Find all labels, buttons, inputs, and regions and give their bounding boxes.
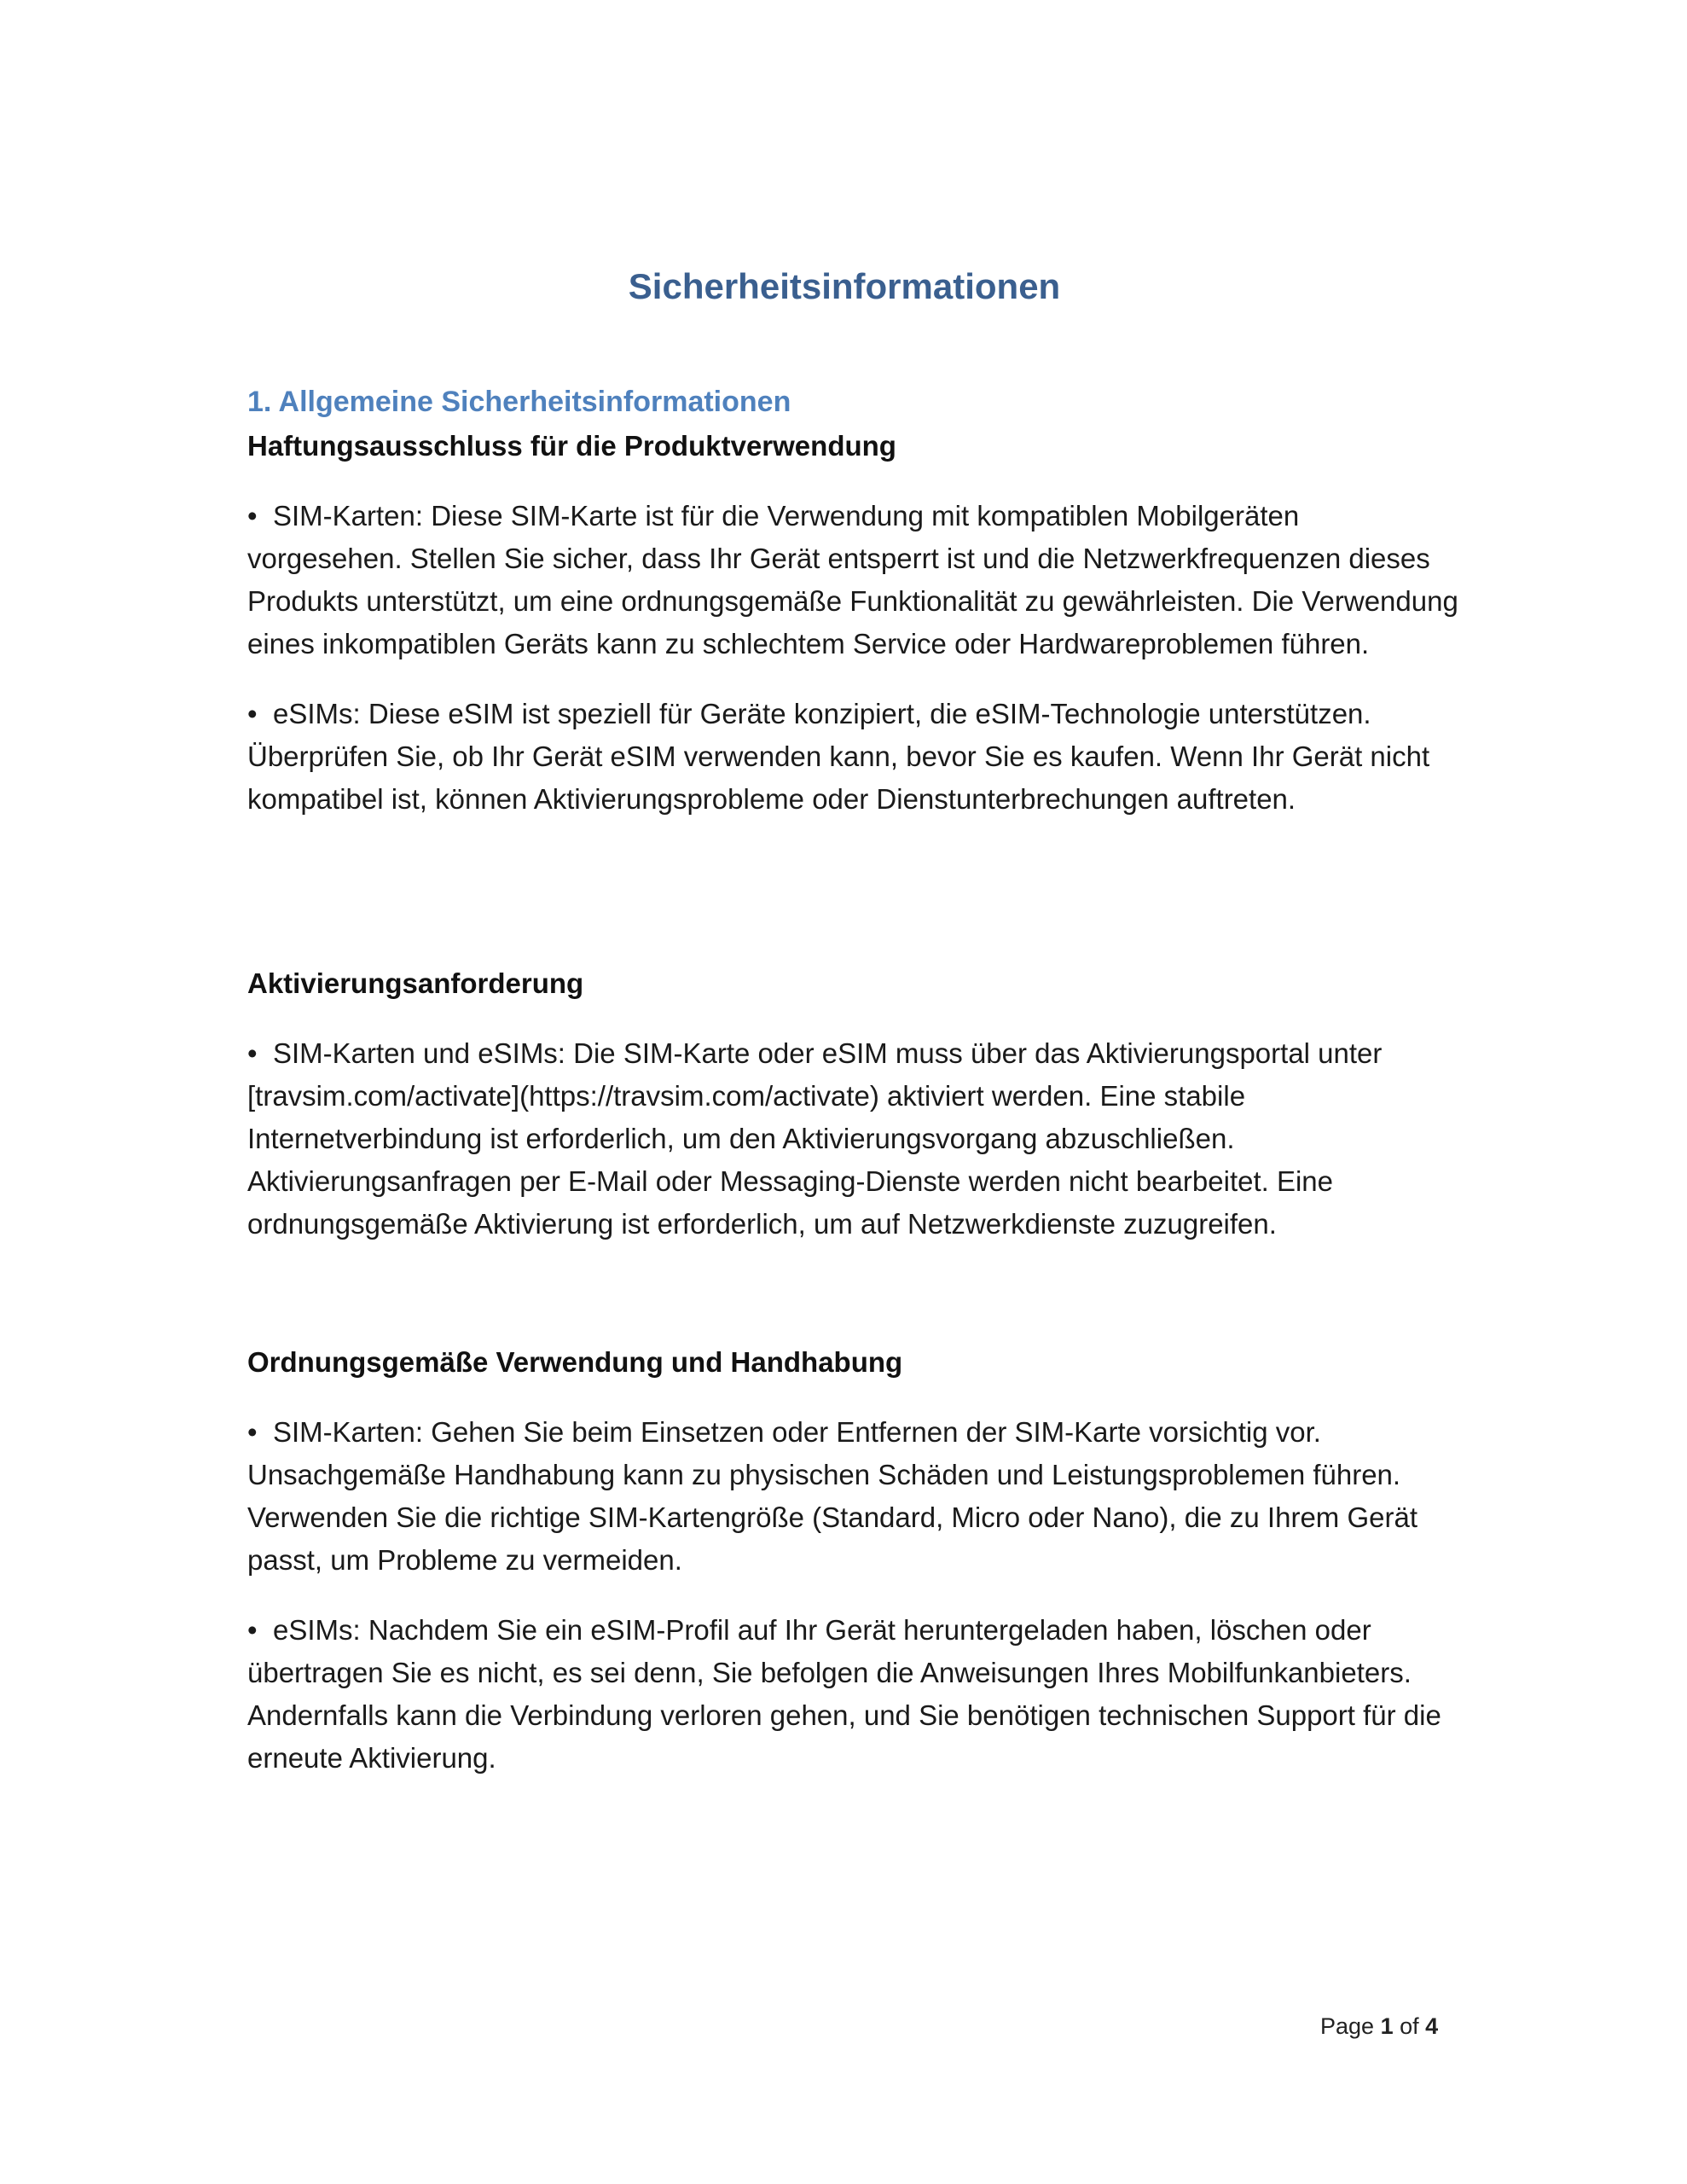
bullet-icon: • (247, 1416, 258, 1448)
page-separator: of (1400, 2013, 1419, 2039)
section-heading: 1. Allgemeine Sicherheitsinformationen (247, 386, 791, 418)
section-block-disclaimer (247, 425, 1458, 821)
bullet-paragraph (247, 495, 1458, 665)
subheading-activation: Aktivierungsanforderung (247, 967, 584, 999)
page-label: Page (1320, 2013, 1375, 2039)
paragraph-text: eSIMs: Nachdem Sie ein eSIM-Profil auf Ihr Gerät heruntergeladen haben, löschen oder übertragen Sie es nicht, es sei denn, Sie befolgen die Anweisungen Ihres Mobilfunkanbieters. Andernfalls kann die Verbindung verloren gehen, und Sie benötigen technischen Support für die erneute Aktivierung. (247, 1614, 1441, 1774)
current-page: 1 (1380, 2013, 1394, 2039)
bullet-paragraph (247, 1032, 1458, 1246)
bullet-icon: • (247, 1037, 258, 1069)
bullet-icon: • (247, 1614, 258, 1646)
page-number (1320, 2013, 1438, 2040)
bullet-icon: • (247, 698, 258, 729)
total-pages: 4 (1425, 2013, 1439, 2039)
paragraph-text: SIM-Karten: Diese SIM-Karte ist für die Verwendung mit kompatiblen Mobilgeräten vorgesehen. Stellen Sie sicher, dass Ihr Gerät entsperrt ist und die Netzwerkfrequenzen dieses Produkts unterstützt, um eine ordnungsgemäße Funktionalität zu gewährleisten. Die Verwendung eines inkompatiblen Geräts kann zu schlechtem Service oder Hardwareproblemen führen. (247, 500, 1458, 659)
section-block-activation (247, 962, 1458, 1246)
subheading-disclaimer: Haftungsausschluss für die Produktverwendung (247, 430, 896, 462)
subheading-handling: Ordnungsgemäße Verwendung und Handhabung (247, 1346, 903, 1378)
bullet-paragraph (247, 1609, 1458, 1780)
paragraph-text: eSIMs: Diese eSIM ist speziell für Geräte konzipiert, die eSIM-Technologie unterstützen. Überprüfen Sie, ob Ihr Gerät eSIM verwenden kann, bevor Sie es kaufen. Wenn Ihr Gerät nicht kompatibel ist, können Aktivierungsprobleme oder Dienstunterbrechungen auftreten. (247, 698, 1430, 815)
bullet-paragraph (247, 693, 1458, 821)
paragraph-text: SIM-Karten: Gehen Sie beim Einsetzen oder Entfernen der SIM-Karte vorsichtig vor. Unsachgemäße Handhabung kann zu physischen Schäden und Leistungsproblemen führen. Verwenden Sie die richtige SIM-Kartengröße (Standard, Micro oder Nano), die zu Ihrem Gerät passt, um Probleme zu vermeiden. (247, 1416, 1417, 1576)
bullet-paragraph (247, 1411, 1458, 1582)
section-block-handling (247, 1341, 1458, 1780)
page-title: Sicherheitsinformationen (628, 266, 1061, 306)
paragraph-text: SIM-Karten und eSIMs: Die SIM-Karte oder eSIM muss über das Aktivierungsportal unter [travsim.com/activate](https://travsim.com/activate) aktiviert werden. Eine stabile Internetverbindung ist erforderlich, um den Aktivierungsvorgang abzuschließen. Aktivierungsanfragen per E-Mail oder Messaging-Dienste werden nicht bearbeitet. Eine ordnungsgemäße Aktivierung ist erforderlich, um auf Netzwerkdienste zuzugreifen. (247, 1037, 1383, 1240)
bullet-icon: • (247, 500, 258, 531)
